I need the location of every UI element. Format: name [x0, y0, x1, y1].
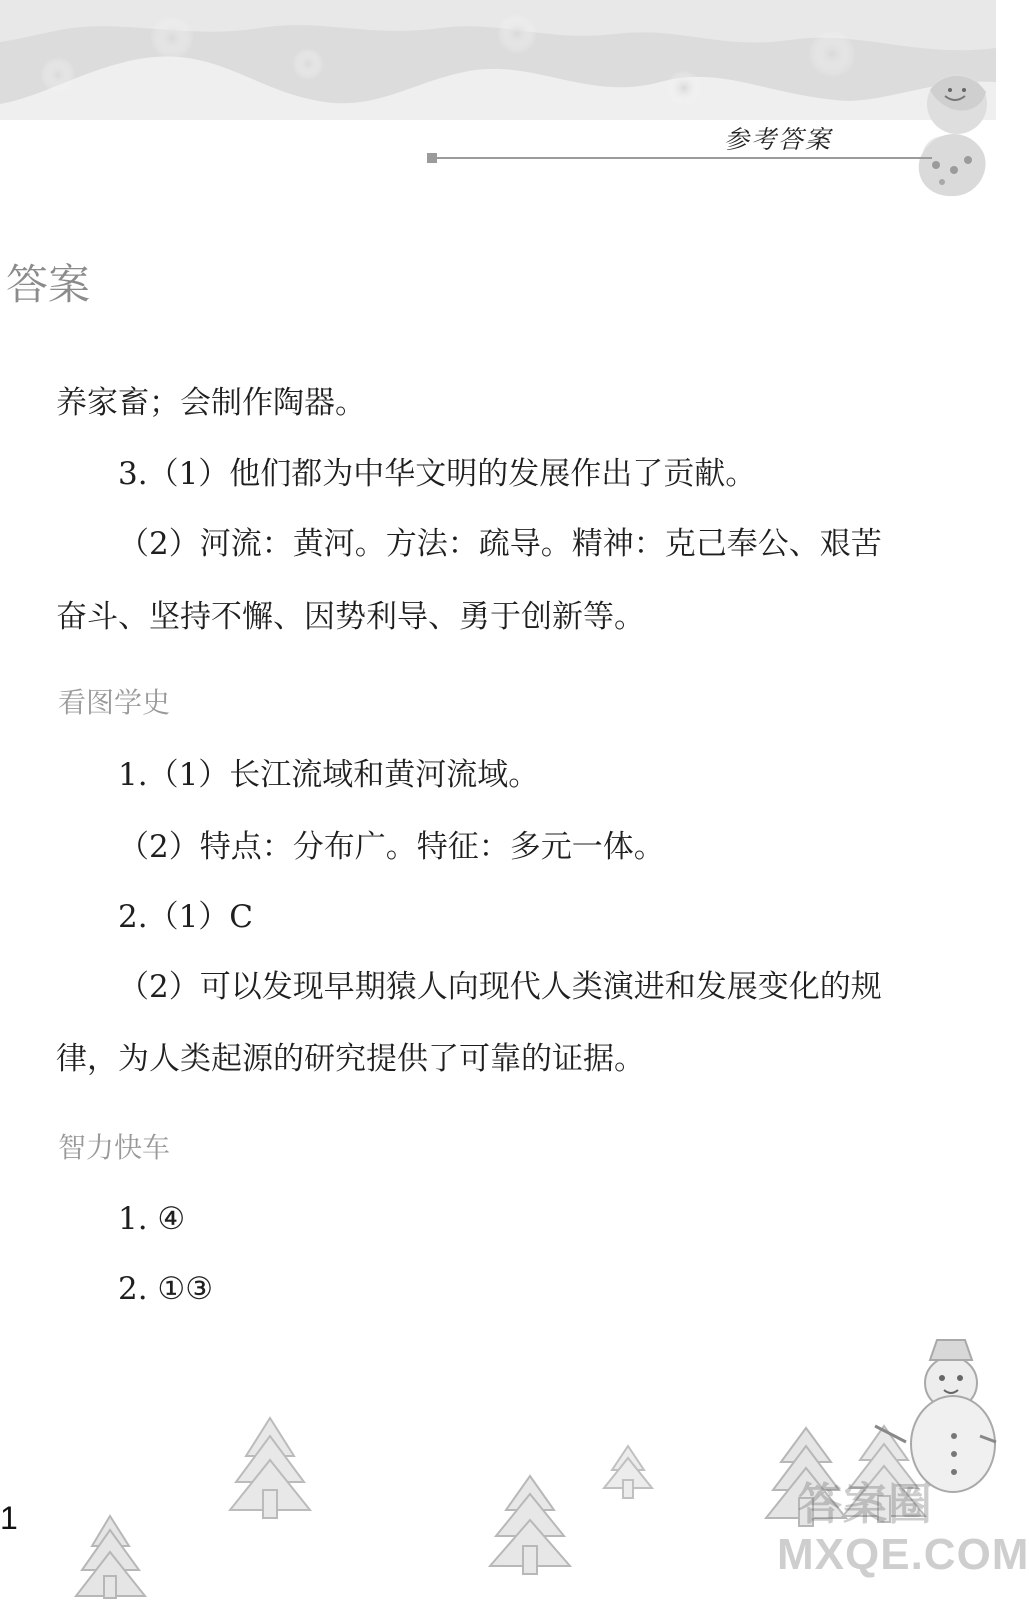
answer-line: （2）可以发现早期猿人向现代人类演进和发展变化的规 [118, 969, 882, 1005]
answer-line: 1.（1）长江流域和黄河流域。 [118, 757, 540, 793]
answer-line: （2）特点：分布广。特征：多元一体。 [118, 829, 665, 865]
page-number: 1 [0, 1500, 18, 1536]
answer-line: （2）河流：黄河。方法：疏导。精神：克己奉公、艰苦 [118, 526, 882, 562]
answer-line: 1. ④ [118, 1201, 186, 1237]
answer-line: 奋斗、坚持不懈、因势利导、勇于创新等。 [56, 599, 645, 635]
answer-line: 养家畜；会制作陶器。 [56, 385, 366, 421]
watermark-bottom: MXQE.COM [777, 1530, 1029, 1579]
top-decorative-background [0, 0, 996, 220]
sub-heading: 看图学史 [58, 686, 171, 719]
answer-line: 3.（1）他们都为中华文明的发展作出了贡献。 [118, 456, 757, 492]
answer-line: 2. ①③ [118, 1271, 214, 1307]
header-title: 参考答案 [724, 125, 833, 154]
header-divider [432, 157, 932, 159]
answer-line: 2.（1）C [118, 899, 254, 935]
watermark-top: 答案圈 [798, 1480, 933, 1529]
answer-line: 律，为人类起源的研究提供了可靠的证据。 [56, 1041, 645, 1077]
section-title: 答案 [6, 260, 91, 309]
sub-heading: 智力快车 [58, 1131, 171, 1164]
